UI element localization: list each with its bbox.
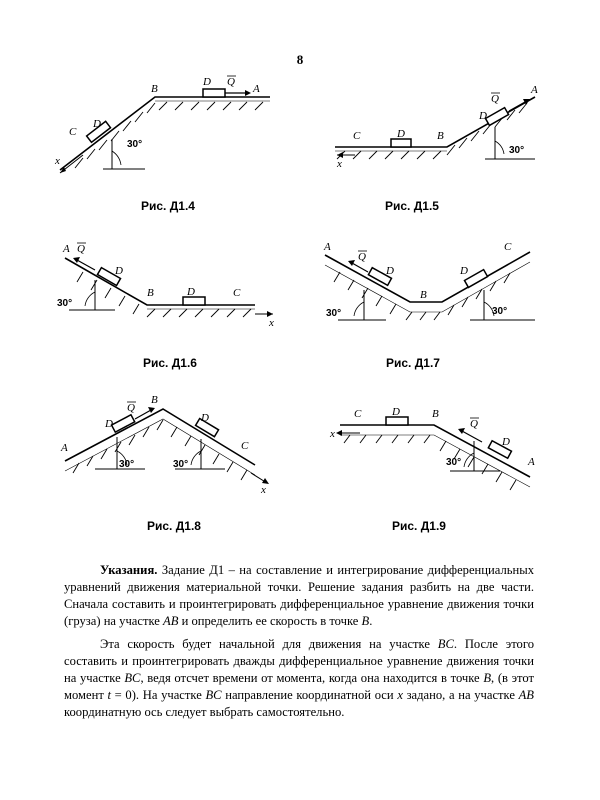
label-c: C [354,408,362,420]
figure-d1-5-drawing [335,75,575,185]
label-d-flat: D [203,76,211,88]
label-c: C [353,130,361,142]
label-d-left: D [386,265,394,277]
label-d-right: D [201,412,209,424]
label-q: Q [358,251,366,263]
label-b: B [151,83,158,95]
label-c: C [504,241,512,253]
text-run: . [369,614,373,628]
angle-label: 30° [127,139,143,150]
text-run: B [483,671,492,685]
label-q: Q [127,402,135,414]
text-run: x [397,688,403,702]
angle-label: 30° [446,457,462,468]
figure-d1-5 [335,75,575,225]
text-run: AB [518,688,534,702]
figure-d1-7-drawing [320,240,560,350]
label-d-slope: D [479,110,487,122]
label-x-axis: x [261,484,266,496]
text-run: BC [437,637,454,651]
figure-d1-4-drawing [55,75,295,185]
figure-d1-8 [55,395,295,545]
label-a: A [253,83,260,95]
label-a: A [528,456,535,468]
text-run: , (в этот момент [64,671,534,702]
label-q: Q [227,76,235,88]
label-d-left: D [105,418,113,430]
text-run: BC [124,671,141,685]
label-d-slope: D [115,265,123,277]
angle-label: 30° [57,298,73,309]
instructions-paragraph-1 [64,562,534,630]
text-run: B [361,614,370,628]
label-x-axis: x [330,428,335,440]
figure-d1-7 [320,240,560,390]
instructions-paragraph-2 [64,636,534,721]
text-run: , ведя отсчет времени от момента, когда она находится в точке [140,671,484,685]
label-a: A [61,442,68,454]
figure-caption: Рис. Д1.9 [392,519,446,533]
figure-d1-8-drawing [55,395,295,505]
label-d-slope: D [93,118,101,130]
label-d-flat: D [397,128,405,140]
angle-label-right: 30° [173,459,189,470]
label-b: B [147,287,154,299]
label-c: C [69,126,77,138]
figure-caption: Рис. Д1.8 [147,519,201,533]
angle-label-right: 30° [492,306,508,317]
figure-caption: Рис. Д1.5 [385,199,439,213]
label-d-flat: D [392,406,400,418]
label-b: B [420,289,427,301]
text-run: задано, а на участке [402,688,519,702]
text-run: t [107,688,111,702]
label-d-flat: D [187,286,195,298]
text-run: AB [163,614,179,628]
label-c: C [241,440,249,452]
label-b: B [437,130,444,142]
label-a: A [531,84,538,96]
instructions-heading: Указания. [100,563,158,577]
figure-d1-9 [330,395,570,545]
text-run: BC [205,688,222,702]
text-run: направление координатной оси [221,688,398,702]
angle-label: 30° [509,145,525,156]
label-a: A [63,243,70,255]
label-q: Q [491,93,499,105]
label-q: Q [77,243,85,255]
page-number: 8 [296,52,304,67]
figure-caption: Рис. Д1.6 [143,356,197,370]
label-x-axis: x [269,317,274,329]
angle-label-left: 30° [326,308,342,319]
label-c: C [233,287,241,299]
label-q: Q [470,418,478,430]
label-x-axis: x [337,158,342,170]
label-x-axis: x [55,155,60,167]
figure-caption: Рис. Д1.4 [141,199,195,213]
text-run: = 0). На участке [111,688,206,702]
label-a: A [324,241,331,253]
figure-d1-6-drawing [55,240,295,350]
figure-d1-9-drawing [330,395,570,505]
label-d-slope: D [502,436,510,448]
text-run: Задание Д1 – на составление и интегрирование дифференциальных уравнений движения материальной точки. Решение задания разбить на две части. Сначала составить и проинтегрировать дифференциальное уравнение движения точки (груза) на участке [64,563,534,628]
text-run: Эта скорость будет начальной для движения на участке [100,637,438,651]
figure-d1-6 [55,240,295,390]
label-b: B [432,408,439,420]
text-run: и определить ее скорость в точке [178,614,362,628]
figure-caption: Рис. Д1.7 [386,356,440,370]
text-run: координатную ось следует выбрать самостоятельно. [64,705,345,719]
instructions-text [64,562,534,721]
figure-d1-4 [55,75,295,225]
label-d-right: D [460,265,468,277]
angle-label-left: 30° [119,459,135,470]
text-run: . После этого составить и проинтегрировать дважды дифференциальное уравнение движения точки на участке [64,637,534,685]
label-b: B [151,394,158,406]
